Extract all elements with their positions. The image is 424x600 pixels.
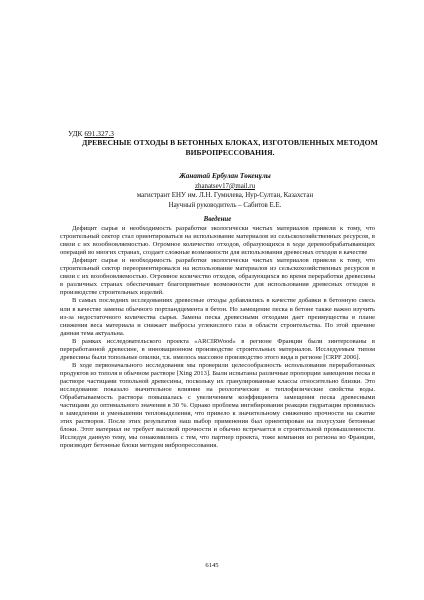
- body-paragraph: В самых последних исследованиях древесные отходы добавлялись в качестве добавки в бетонную смесь или в качестве замены обычного портландцемента в бетон. Но замещение песка в бетоне также важно изучить из-за недостаточного количества сырья. Замена песка древесными отходами дает преимущества в плане снижения веса материала и снижает выбросы углекислого газа в области строительства. По этой причине данная тема актуальна.: [60, 297, 375, 337]
- supervisor-line: Научный руководитель – Сабитов Е.Е.: [168, 201, 282, 209]
- section-heading-introduction: Введение: [203, 216, 232, 223]
- article-body: [60, 216, 375, 450]
- body-paragraph: В рамках исследовательского проекта «ARCIRWood» в регионе Франции были зинтерсованы в переработанной древесине, в инновационном производстве строительных материалов. Исследуемым типом древесины были топольные опилки, т.к. имелось массовое производство этого вида в регионе [CRPF 2006].: [60, 337, 375, 361]
- article-title: ДРЕВЕСНЫЕ ОТХОДЫ В БЕТОННЫХ БЛОКАХ, ИЗГОТОВЛЕННЫХ МЕТОДОМ ВИБРОПРЕССОВАНИЯ.: [82, 138, 378, 157]
- author-name: Жанатай Ербулан Төкенұлы: [179, 172, 271, 180]
- body-paragraph: Дефицит сырья и необходимость разработки экологически чистых материалов привели к тому, что строительный сектор стал ориентироваться на использование материалов из сельскохозяйственных ресурсов, в связи с их возобновляемостью. Огромное количество отходов, образующихся в ходе деревообрабатывающих операций во многих странах, создает сложные возможности для использования древесных отходов в качестве: [60, 225, 375, 257]
- page-number: 6145: [205, 562, 219, 569]
- body-paragraph: В ходе первоначального исследования мы проверили целесообразность использования переработанных продуктов из тополя в обычном растворе [Xing 2013]. Были испытаны различные пропорции замещения песка в растворе частицами топольной древесины, поскольку их гранулированные классы относительно близки. Это исследование показало значительное влияние на реологические и теплофизические свойства воды. Обрабатываемость раствора повышалась с увеличением коэффициента замещения песка древесными частицами до оптимального значения в 30 %. Однако проблема ингибирования реакции гидратации проявилась в замедлении и уменьшении тепловыделения, что привело к значительному снижению прочности на сжатие этих растворов. После этих результатов наш выбор применения был ориентирован на полусухие бетонные блоки. Этот материал не требует высокой прочности и обычно встречается в строительной промышленности. Исследуя данную тему, мы ознакомились с тем, что партнер проекта, тоже компания из региона во Франции, производит бетонные блоки методом вибропрессования.: [60, 361, 375, 450]
- author-email-link[interactable]: zhanatsev17@mail.ru: [194, 182, 256, 190]
- udc-line: [68, 129, 114, 138]
- udc-code[interactable]: 691.327.3: [84, 129, 114, 138]
- udc-label: УДК: [68, 129, 83, 138]
- body-paragraph: Дефицит сырья и необходимость разработки экологически чистых материалов привели к тому, что строительный сектор переориентировался на использование материалов из сельскохозяйственных ресурсов в связи с их возобновляемостью. Огромное количество отходов, образующихся во время переработки древесины в различных странах обеспечивает благоприятные возможности для использования древесных отходов в производстве строительных изделий.: [60, 257, 375, 297]
- author-affiliation: магистрант ЕНУ им. Л.Н. Гумилева, Нур-Султан, Казахстан: [136, 192, 314, 200]
- author-block: [60, 172, 390, 210]
